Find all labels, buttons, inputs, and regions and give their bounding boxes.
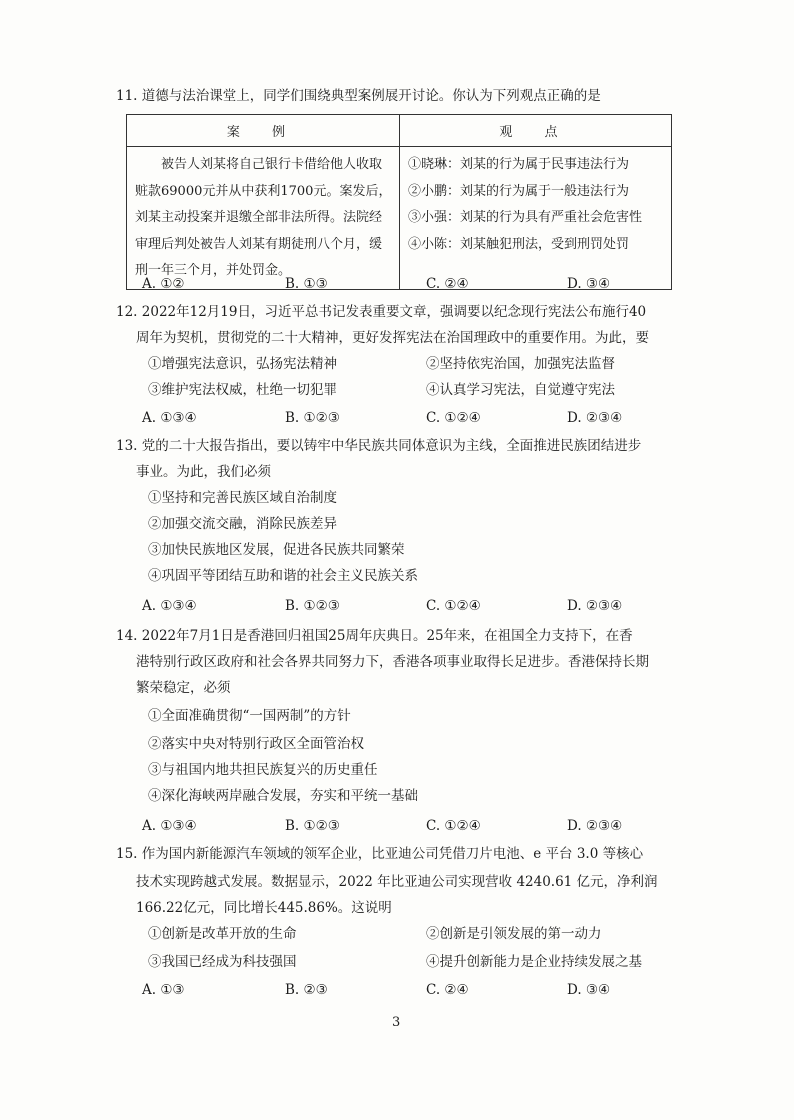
q12-item-2: ②坚持依宪治国，加强宪法监督 xyxy=(426,356,615,372)
q12-option-b[interactable]: B. ①②③ xyxy=(285,410,340,426)
q13-option-a[interactable]: A. ①③④ xyxy=(142,598,197,614)
q11-option-b[interactable]: B. ①③ xyxy=(285,276,328,292)
q12-item-4: ④认真学习宪法，自觉遵守宪法 xyxy=(426,382,615,398)
q15-option-a[interactable]: A. ①③ xyxy=(142,982,185,998)
q14-item-4: ④深化海峡两岸融合发展，夯实和平统一基础 xyxy=(148,788,418,804)
case-cell xyxy=(127,147,400,290)
view-item: ②小鹏：刘某的行为属于一般违法行为 xyxy=(408,183,630,199)
table-header-view: 观 点 xyxy=(400,115,672,147)
q11-option-d[interactable]: D. ③④ xyxy=(567,276,611,292)
q13-item-2: ②加强交流交融，消除民族差异 xyxy=(148,516,337,532)
q13-stem-line-1: 13. 党的二十大报告指出，要以铸牢中华民族共同体意识为主线，全面推进民族团结进步 xyxy=(116,438,642,454)
q15-item-4: ④提升创新能力是企业持续发展之基 xyxy=(426,954,642,970)
q11-option-a[interactable]: A. ①② xyxy=(142,276,185,292)
q14-item-2: ②落实中央对特别行政区全面管治权 xyxy=(148,736,364,752)
table-header-case: 案 例 xyxy=(127,115,400,147)
view-item: ③小强：刘某的行为具有严重社会危害性 xyxy=(408,210,643,225)
q15-option-c[interactable]: C. ②④ xyxy=(426,982,469,998)
q14-item-1: ①全面准确贯彻“一国两制”的方针 xyxy=(148,708,351,724)
q14-stem-line-3: 繁荣稳定，必须 xyxy=(136,680,231,696)
q14-item-3: ③与祖国内地共担民族复兴的历史重任 xyxy=(148,762,378,778)
views-cell xyxy=(400,147,672,290)
q12-option-c[interactable]: C. ①②④ xyxy=(426,410,481,426)
q15-stem-line-1: 15. 作为国内新能源汽车领域的领军企业，比亚迪公司凭借刀片电池、e 平台 3.0 等核心 xyxy=(116,846,644,862)
q13-option-b[interactable]: B. ①②③ xyxy=(285,598,340,614)
q13-item-3: ③加快民族地区发展，促进各民族共同繁荣 xyxy=(148,542,405,558)
q14-stem-line-1: 14. 2022年7月1日是香港回归祖国25周年庆典日。25年来，在祖国全力支持下，在香 xyxy=(116,628,633,644)
q15-option-b[interactable]: B. ②③ xyxy=(285,982,328,998)
q12-option-a[interactable]: A. ①③④ xyxy=(142,410,197,426)
q12-stem-line-2: 周年为契机，贯彻党的二十大精神，更好发挥宪法在治国理政中的重要作用。为此，要 xyxy=(136,330,649,346)
q15-option-d[interactable]: D. ③④ xyxy=(567,982,611,998)
q12-stem-line-1: 12. 2022年12月19日，习近平总书记发表重要文章，强调要以纪念现行宪法公布施行40 xyxy=(116,304,647,320)
q14-stem-line-2: 港特别行政区政府和社会各界共同努力下，香港各项事业取得长足进步。香港保持长期 xyxy=(136,654,649,670)
q14-option-a[interactable]: A. ①③④ xyxy=(142,818,197,834)
q12-item-1: ①增强宪法意识，弘扬宪法精神 xyxy=(148,356,337,372)
q11-stem: 11. 道德与法治课堂上，同学们围绕典型案例展开讨论。你认为下列观点正确的是 xyxy=(116,88,601,104)
q12-item-3: ③维护宪法权威，杜绝一切犯罪 xyxy=(148,382,337,398)
view-item: ①晓琳：刘某的行为属于民事违法行为 xyxy=(408,157,630,172)
q13-item-4: ④巩固平等团结互助和谐的社会主义民族关系 xyxy=(148,568,418,584)
case-text: 被告人刘某将自己银行卡借给他人收取赃款69000元并从中获利1700元。案发后，刘某主动投案并退缴全部非法所得。法院经审理后判处被告人刘某有期徒刑八个月，缓刑一年三个月，并处罚金。 xyxy=(135,157,392,278)
q14-option-c[interactable]: C. ①②④ xyxy=(426,818,481,834)
q15-stem-line-3: 166.22亿元，同比增长445.86%。这说明 xyxy=(136,900,392,916)
q15-item-2: ②创新是引领发展的第一动力 xyxy=(426,926,602,942)
view-item: ④小陈：刘某触犯刑法，受到刑罚处罚 xyxy=(408,236,630,252)
q15-stem-line-2: 技术实现跨越式发展。数据显示，2022 年比亚迪公司实现营收 4240.61 亿元，净利润 xyxy=(136,874,658,890)
q13-option-c[interactable]: C. ①②④ xyxy=(426,598,481,614)
q13-stem-line-2: 事业。为此，我们必须 xyxy=(136,464,271,480)
q14-option-b[interactable]: B. ①②③ xyxy=(285,818,340,834)
q15-item-3: ③我国已经成为科技强国 xyxy=(148,954,297,970)
q15-item-1: ①创新是改革开放的生命 xyxy=(148,926,297,942)
q14-option-d[interactable]: D. ②③④ xyxy=(567,818,623,834)
q13-item-1: ①坚持和完善民族区域自治制度 xyxy=(148,490,337,506)
q13-option-d[interactable]: D. ②③④ xyxy=(567,598,623,614)
page-number: 3 xyxy=(392,1015,401,1030)
q12-option-d[interactable]: D. ②③④ xyxy=(567,410,623,426)
q11-case-table xyxy=(126,114,672,290)
q11-option-c[interactable]: C. ②④ xyxy=(426,276,469,292)
